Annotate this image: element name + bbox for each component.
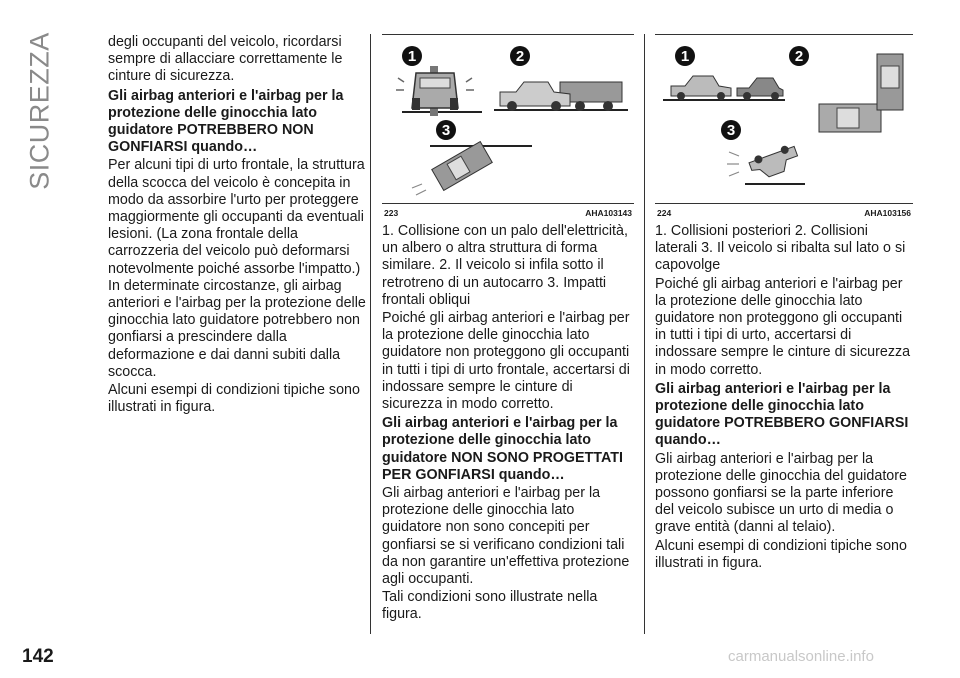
- paragraph: 1. Collisione con un palo dell'elettricità, un albero o altra struttura di forma similare. 2. Il veicolo si infila sotto il retrotreno di un autocarro 3. Impatti frontali obliqui: [382, 223, 628, 308]
- watermark: carmanualsonline.info: [728, 648, 874, 665]
- text-column-3: [655, 223, 913, 573]
- figure-top-rule: [382, 34, 634, 35]
- badge-3-icon: [436, 120, 456, 140]
- paragraph: Alcuni esempi di condizioni tipiche sono illustrati in figura.: [655, 537, 907, 571]
- rollover-drawing: [727, 143, 805, 184]
- paragraph: Poiché gli airbag anteriori e l'airbag per la protezione delle ginocchia lato guidatore non proteggono gli occupanti in tutti i tipi di urto frontale, accertarsi di indossare sempre le cinture di sicurezza in modo corretto.: [382, 310, 630, 413]
- side-collision-drawing: [819, 54, 903, 132]
- paragraph: Alcuni esempi di condizioni tipiche sono illustrati in figura.: [108, 382, 360, 416]
- badge-2-icon: [510, 46, 530, 66]
- svg-text:2: 2: [794, 48, 804, 65]
- svg-text:1: 1: [680, 48, 690, 65]
- page-number: 142: [22, 646, 54, 667]
- paragraph: Tali condizioni sono illustrate nella figura.: [382, 589, 598, 623]
- rear-collision-drawing: [663, 76, 785, 100]
- svg-text:3: 3: [726, 122, 736, 139]
- figure-code: AHA103156: [864, 208, 911, 218]
- figure-top-rule: [655, 34, 913, 35]
- figure-number: 223: [384, 208, 399, 218]
- section-heading: Gli airbag anteriori e l'airbag per la protezione delle ginocchia lato guidatore NON SONO PROGETTATI PER GONFIARSI quando…: [382, 415, 623, 483]
- figure-number: 224: [657, 208, 672, 218]
- paragraph: degli occupanti del veicolo, ricordarsi sempre di allacciare correttamente le cinture di sicurezza.: [108, 34, 343, 85]
- figure-caption: [384, 208, 632, 218]
- oblique-impact-drawing: [412, 142, 532, 195]
- figure-bottom-rule: [655, 203, 913, 204]
- paragraph: Per alcuni tipi di urto frontale, la struttura della scocca del veicolo è concepita in modo da assorbire l'urto per proteggere maggiormente gli occupanti da eventuali lesioni. (La zona frontale della carrozzeria del veicolo può deformarsi notevolmente poiché assorbe l'impatto.) In determinate circostanze, gli airbag anteriori e l'airbag per la protezione delle ginocchia lato guidatore potrebbero non gonfiarsi a prescindere dalla deformazione e dai danni subiti dalla scocca.: [108, 157, 366, 380]
- text-column-1: [108, 34, 370, 417]
- figure-224-illustration: [655, 38, 913, 198]
- svg-text:2: 2: [515, 48, 525, 65]
- figure-223-illustration: [382, 38, 634, 198]
- column-divider: [370, 34, 371, 634]
- figure-code: AHA103143: [585, 208, 632, 218]
- figure-caption: [657, 208, 911, 218]
- svg-text:1: 1: [407, 48, 417, 65]
- paragraph: 1. Collisioni posteriori 2. Collisioni laterali 3. Il veicolo si ribalta sul lato o si capovolge: [655, 223, 906, 274]
- section-heading: Gli airbag anteriori e l'airbag per la protezione delle ginocchia lato guidatore POTREBBERO GONFIARSI quando…: [655, 380, 909, 449]
- badge-3-icon: [721, 120, 741, 140]
- truck-underride-drawing: [494, 82, 628, 111]
- paragraph: Gli airbag anteriori e l'airbag per la protezione delle ginocchia del guidatore possono gonfiarsi se la parte inferiore del veicolo subisce un urto di media o grave entità (danni al telaio).: [655, 450, 907, 536]
- pole-collision-drawing: [396, 66, 482, 116]
- svg-text:3: 3: [441, 122, 451, 139]
- column-divider: [644, 34, 645, 634]
- paragraph: Poiché gli airbag anteriori e l'airbag per la protezione delle ginocchia lato guidatore non proteggono gli occupanti in tutti i tipi di urto, accertarsi di indossare sempre le cinture di sicurezza in modo corretto.: [655, 275, 911, 378]
- section-side-title: SICUREZZA: [24, 32, 55, 190]
- figure-bottom-rule: [382, 203, 634, 204]
- badge-1-icon: [675, 46, 695, 66]
- badge-1-icon: [402, 46, 422, 66]
- text-column-2: [382, 223, 634, 625]
- badge-2-icon: [789, 46, 809, 66]
- paragraph: Gli airbag anteriori e l'airbag per la protezione delle ginocchia lato guidatore non sono concepiti per gonfiarsi se si verificano condizioni tali da non garantire un'effettiva protezione agli occupanti.: [382, 485, 630, 588]
- section-heading: Gli airbag anteriori e l'airbag per la protezione delle ginocchia lato guidatore POTREBBERO NON GONFIARSI quando…: [108, 87, 344, 156]
